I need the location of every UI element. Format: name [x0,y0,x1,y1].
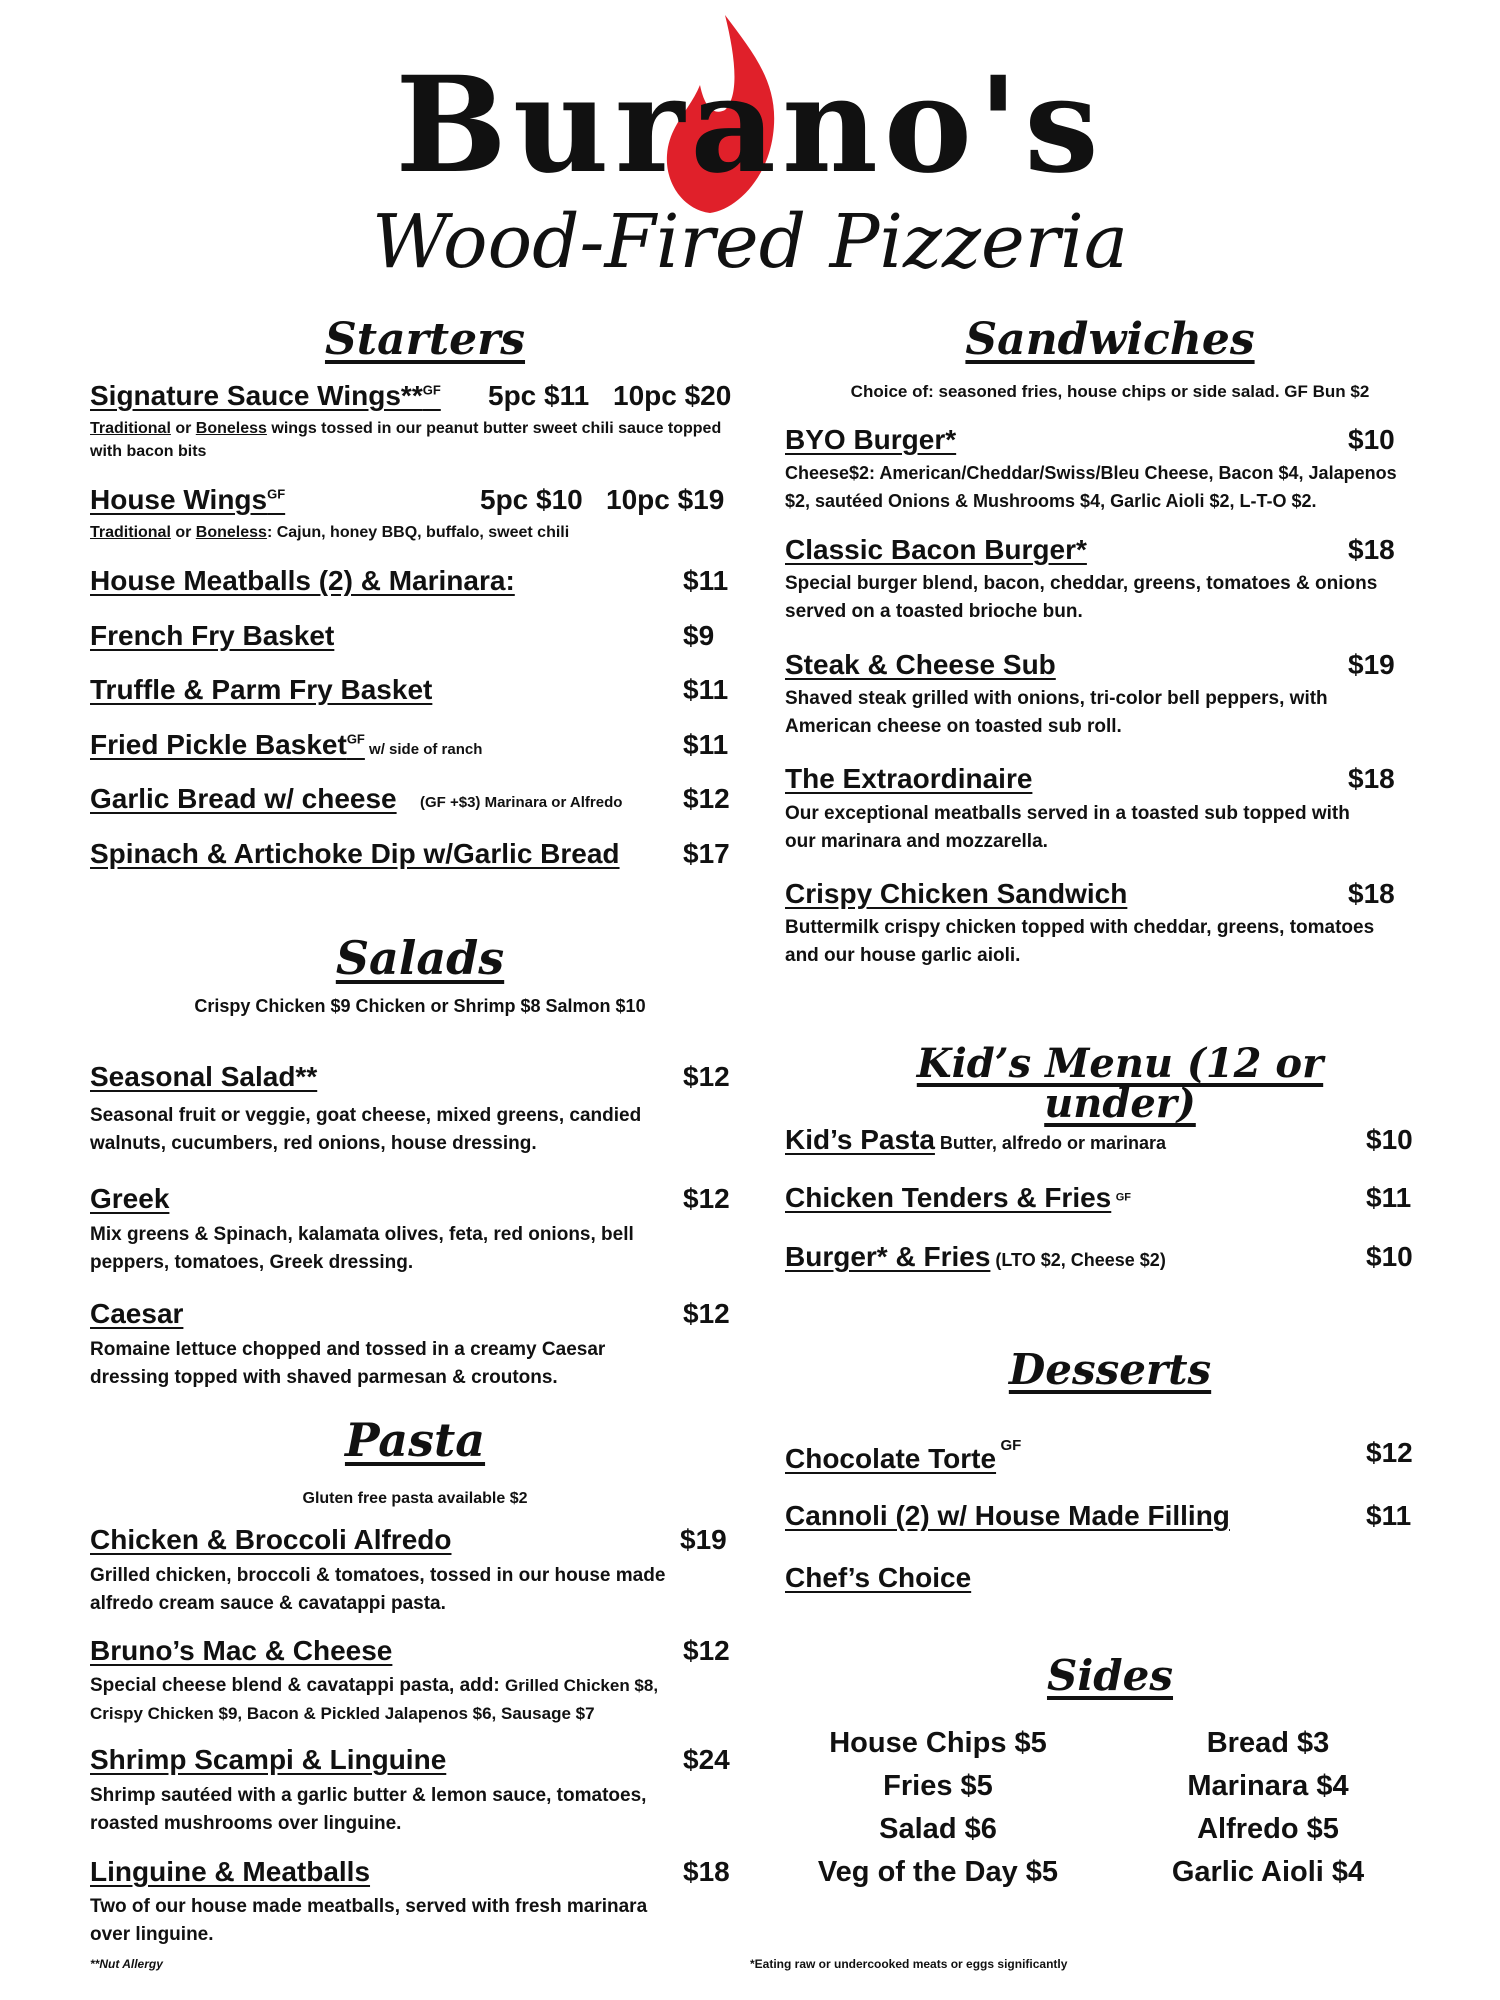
side-item: Marinara $4 [1187,1770,1349,1802]
pasta-heading: Pasta [344,1413,486,1467]
item-price-small: 5pc $10 [480,484,583,515]
item-description: Cheese$2: American/Cheddar/Swiss/Bleu Cheese, Bacon $4, Jalapenos $2, sautéed Onions & Mushrooms $4, Garlic Aioli $2, L-T-O $2. [785,463,1397,511]
item-price: $11 [683,565,729,596]
sandwiches-note: Choice of: seasoned fries, house chips or side salad. GF Bun $2 [850,382,1370,401]
side-item: Garlic Aioli $4 [1171,1856,1365,1888]
item-price: $19 [1348,649,1395,680]
menu-item-cannoli: Cannoli (2) w/ House Made Filling [785,1500,1230,1531]
brand-name: Burano's [395,48,1105,203]
item-name: Signature Sauce Wings**$^{GF}$ [90,380,441,411]
menu-item-alfredo: Chicken & Broccoli Alfredo [90,1524,452,1555]
menu-item-spinach-dip: Spinach & Artichoke Dip w/Garlic Bread [90,838,620,869]
menu-item-crispy-chicken-sandwich: Crispy Chicken Sandwich [785,878,1128,909]
item-note: (GF +$3) Marinara or Alfredo [420,794,623,811]
item-price: $19 [680,1524,727,1555]
menu-item-signature-wings [90,380,441,412]
menu-item-house-wings: House Wings$^{GF}$ [90,484,286,515]
salads-addons: Crispy Chicken $9 Chicken or Shrimp $8 Salmon $10 [194,996,646,1016]
side-item: Salad $6 [879,1813,997,1845]
item-price-large: 10pc $20 [613,380,732,411]
item-description: Grilled chicken, broccoli & tomatoes, tossed in our house made alfredo cream sauce & cavatappi pasta. [90,1565,666,1614]
item-price: $17 [683,838,730,869]
item-price: $12 [683,1183,730,1214]
menu-item-greek: Greek [90,1183,170,1214]
item-price: $10 [1348,424,1395,455]
menu-item-shrimp-scampi: Shrimp Scampi & Linguine [90,1744,447,1775]
salads-heading: Salads [335,931,505,985]
item-price: $12 [1366,1437,1413,1468]
menu-item-french-fry: French Fry Basket [90,620,335,651]
brand-tagline: Wood-Fired Pizzeria [372,199,1128,285]
menu-item-seasonal-salad: Seasonal Salad** [90,1061,318,1092]
side-item: Bread $3 [1206,1727,1330,1759]
item-price: $18 [683,1856,730,1887]
menu-item-fried-pickle: Fried Pickle Basket$^{GF}$ w/ side of ranch [90,729,483,760]
menu-item-caesar: Caesar [90,1298,184,1329]
item-price: $24 [683,1744,730,1775]
item-description: Seasonal fruit or veggie, goat cheese, mixed greens, candied walnuts, cucumbers, red onions, house dressing. [90,1105,642,1154]
item-description: Our exceptional meatballs served in a toasted sub topped with our marinara and mozzarella. [785,803,1350,852]
item-price: $18 [1348,534,1395,565]
item-description: Romaine lettuce chopped and tossed in a creamy Caesar dressing topped with shaved parmesan & croutons. [90,1339,606,1388]
item-price: $9 [683,620,715,651]
item-price-large: 10pc $19 [606,484,725,515]
item-price: $12 [683,1635,730,1666]
item-price: $11 [1366,1500,1412,1531]
item-price: $12 [683,1298,730,1329]
side-item: House Chips $5 [829,1727,1047,1759]
side-item: Veg of the Day $5 [817,1856,1059,1888]
item-description: Two of our house made meatballs, served with fresh marinara over linguine. [90,1896,648,1945]
item-description: Shrimp sautéed with a garlic butter & lemon sauce, tomatoes, roasted mushrooms over linguine. [90,1785,647,1834]
item-description: Special burger blend, bacon, cheddar, greens, tomatoes & onions served on a toasted brioche bun. [785,573,1378,622]
item-description: Mix greens & Spinach, kalamata olives, feta, red onions, bell peppers, tomatoes, Greek dressing. [90,1224,634,1273]
item-price: $10 [1366,1124,1413,1155]
menu-item-chicken-tenders: Chicken Tenders & Fries $^{GF}$ [785,1182,1131,1213]
menu-item-byo-burger: BYO Burger* [785,424,957,455]
nut-allergy-footnote: **Nut Allergy [90,1957,163,1971]
menu-item-meatballs: House Meatballs (2) & Marinara: [90,565,515,596]
starters-heading: Starters [324,314,526,365]
menu-item-extraordinaire: The Extraordinaire [785,763,1033,794]
menu-item-chefs-choice: Chef’s Choice [785,1562,972,1593]
menu-item-truffle-fry: Truffle & Parm Fry Basket [90,674,433,705]
item-description: Traditional or Boneless wings tossed in our peanut butter sweet chili sauce topped with bacon bits [90,420,722,460]
item-description: Buttermilk crispy chicken topped with cheddar, greens, tomatoes and our house garlic aioli. [785,917,1375,966]
raw-meat-footnote: *Eating raw or undercooked meats or eggs significantly [750,1957,1068,1971]
desserts-heading: Desserts [1008,1345,1212,1394]
item-description: Shaved steak grilled with onions, tri-color bell peppers, with American cheese on toasted sub roll. [785,688,1328,737]
kids-menu-heading: Kid’s Menu (12 or under) [916,1040,1324,1127]
menu-item-garlic-bread: Garlic Bread w/ cheese [90,783,397,814]
item-price: $12 [683,783,730,814]
sandwiches-heading: Sandwiches [965,314,1255,365]
menu-item-kids-pasta: Kid’s Pasta Butter, alfredo or marinara [785,1124,1166,1155]
item-description: Traditional or Boneless: Cajun, honey BBQ, buffalo, sweet chili [90,524,570,541]
menu-item-steak-cheese-sub: Steak & Cheese Sub [785,649,1056,680]
item-price: $10 [1366,1241,1413,1272]
menu-item-chocolate-torte: Chocolate Torte $^{GF}$ [785,1437,1022,1474]
pasta-note: Gluten free pasta available $2 [302,1490,528,1507]
menu-item-linguine-meatballs: Linguine & Meatballs [90,1856,371,1887]
item-price: $11 [683,729,729,760]
item-price: $11 [1366,1182,1412,1213]
menu-item-classic-bacon-burger: Classic Bacon Burger* [785,534,1087,565]
item-description: Special cheese blend & cavatappi pasta, add: Grilled Chicken $8, Crispy Chicken $9, Bacon & Pickled Jalapenos $6, Sausage $7 [90,1675,659,1723]
item-price: $18 [1348,878,1395,909]
menu-item-kids-burger: Burger* & Fries (LTO $2, Cheese $2) [785,1241,1166,1272]
item-price: $12 [683,1061,730,1092]
item-price: $18 [1348,763,1395,794]
sides-heading: Sides [1046,1651,1174,1700]
side-item: Fries $5 [883,1770,993,1802]
menu-item-mac-cheese: Bruno’s Mac & Cheese [90,1635,393,1666]
item-price: $11 [683,674,729,705]
item-price-small: 5pc $11 [488,380,590,411]
side-item: Alfredo $5 [1197,1813,1339,1845]
